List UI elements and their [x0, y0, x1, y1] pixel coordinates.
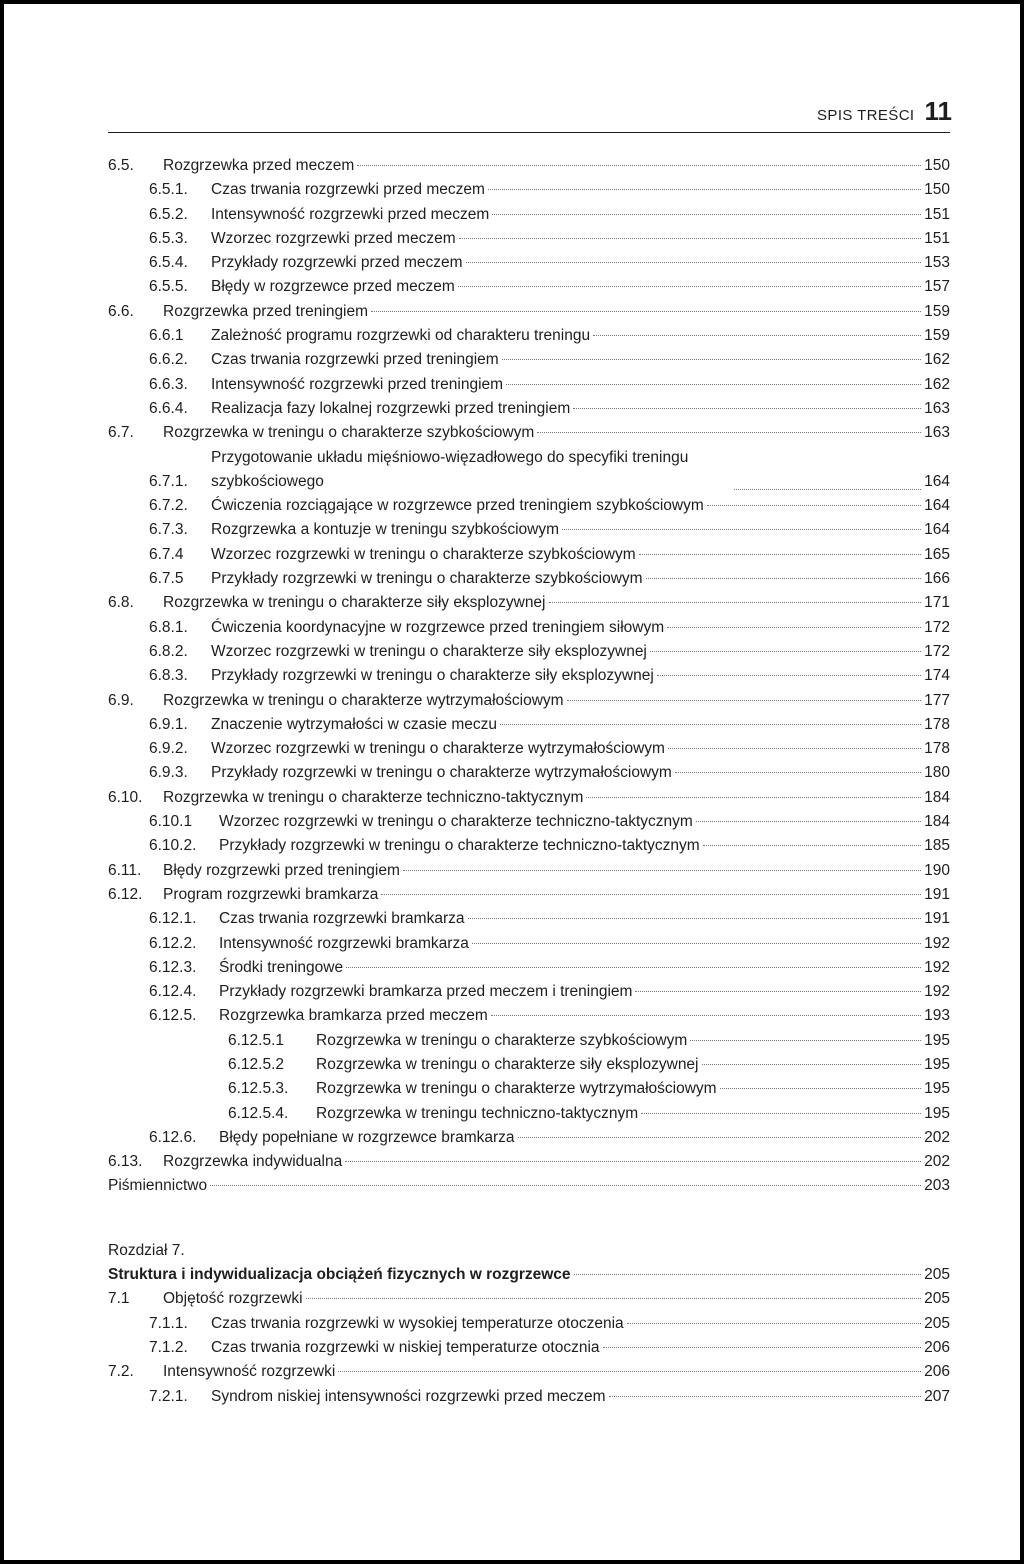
toc-entry[interactable] — [108, 1102, 950, 1126]
toc-entry-page: 151 — [924, 229, 950, 247]
toc-entry-page: 178 — [924, 715, 950, 733]
toc-entry-title: Przykłady rozgrzewki w treningu o charakterze siły eksplozywnej — [211, 667, 654, 685]
toc-entry-page: 192 — [924, 934, 950, 952]
toc-entry[interactable] — [108, 227, 950, 251]
toc-entry[interactable] — [108, 1385, 950, 1409]
toc-entry-title: Wzorzec rozgrzewki w treningu o charakterze wytrzymałościowym — [211, 740, 665, 758]
toc-entry-title: Wzorzec rozgrzewki przed meczem — [211, 229, 456, 247]
toc-entry-title: Program rozgrzewki bramkarza — [163, 885, 379, 903]
toc-entry-title: Ćwiczenia koordynacyjne w rozgrzewce przed treningiem siłowym — [211, 618, 665, 636]
toc-entry[interactable] — [108, 446, 950, 495]
toc-entry-number: 6.5.2. — [149, 205, 188, 223]
toc-entry[interactable] — [108, 421, 950, 445]
toc-entry-page: 206 — [924, 1363, 950, 1381]
toc-entry-page: 203 — [924, 1177, 950, 1195]
toc-entry[interactable] — [108, 567, 950, 591]
toc-entry-page: 171 — [924, 594, 950, 612]
toc-entry-number: 6.12.2. — [149, 934, 197, 952]
leader-dots — [466, 262, 922, 263]
toc-entry[interactable] — [108, 251, 950, 275]
toc-entry-title: Czas trwania rozgrzewki bramkarza — [219, 910, 465, 928]
toc-entry-number: 6.5.3. — [149, 229, 188, 247]
toc-entry[interactable] — [108, 1029, 950, 1053]
toc-entry[interactable] — [108, 373, 950, 397]
toc-entry-page: 207 — [924, 1387, 950, 1405]
toc-entry-page: 163 — [924, 424, 950, 442]
toc-entry-number: 6.9.1. — [149, 715, 188, 733]
leader-dots — [603, 1347, 922, 1348]
chapter-gap — [108, 1199, 950, 1239]
toc-entry[interactable] — [108, 348, 950, 372]
leader-dots — [502, 359, 921, 360]
leader-dots — [702, 1064, 922, 1065]
toc-entry[interactable] — [108, 494, 950, 518]
toc-entry[interactable] — [108, 761, 950, 785]
toc-entry-number: 7.2.1. — [149, 1387, 188, 1405]
toc-entry-number: 6.9. — [108, 691, 134, 709]
toc-entry-title: Czas trwania rozgrzewki w wysokiej temperaturze otoczenia — [211, 1314, 624, 1332]
leader-dots — [345, 1161, 921, 1162]
toc-entry-number: 6.12.5.2 — [228, 1055, 285, 1073]
toc-entry[interactable] — [108, 1077, 950, 1101]
toc-entry-number: 6.6. — [108, 302, 134, 320]
toc-entry-number: 6.10.2. — [149, 837, 197, 855]
toc-entry-number: 7.1 — [108, 1290, 130, 1308]
toc-list-chapter-6 — [108, 154, 950, 1199]
toc-entry-title: Ćwiczenia rozciągające w rozgrzewce przed treningiem szybkościowym — [211, 497, 704, 515]
toc-entry[interactable] — [108, 664, 950, 688]
toc-entry[interactable] — [108, 397, 950, 421]
toc-entry-page: 172 — [924, 642, 950, 660]
toc-entry-number: 6.12.1. — [149, 910, 197, 928]
toc-entry-page: 172 — [924, 618, 950, 636]
toc-entry[interactable] — [108, 543, 950, 567]
toc-entry-title: Znaczenie wytrzymałości w czasie meczu — [211, 715, 497, 733]
toc-entry[interactable] — [108, 1287, 950, 1311]
leader-dots — [650, 651, 921, 652]
toc-entry-page: 202 — [924, 1128, 950, 1146]
toc-entry-number: 6.9.2. — [149, 740, 188, 758]
leader-dots — [720, 1088, 922, 1089]
toc-entry-number: 6.5. — [108, 157, 134, 174]
toc-entry-page: 164 — [924, 497, 950, 515]
toc-entry[interactable] — [108, 1053, 950, 1077]
toc-entry-number: 6.8. — [108, 594, 134, 612]
leader-dots — [458, 286, 921, 287]
toc-entry-title: Rozgrzewka w treningu o charakterze techniczno-taktycznym — [163, 788, 584, 806]
toc-entry-number: 6.9.3. — [149, 764, 188, 782]
toc-entry-number: 6.8.3. — [149, 667, 188, 685]
toc-entry-title: Czas trwania rozgrzewki przed meczem — [211, 181, 485, 199]
toc-entry[interactable] — [108, 154, 950, 178]
toc-entry-page: 164 — [924, 521, 950, 539]
toc-entry-number: 6.12.5. — [149, 1007, 197, 1025]
toc-entry-number: 6.5.5. — [149, 278, 188, 296]
toc-entry-page: 180 — [924, 764, 950, 782]
toc-entry-title: Intensywność rozgrzewki — [163, 1363, 336, 1381]
toc-entry-page: 165 — [924, 545, 950, 563]
toc-entry-page: 195 — [924, 1104, 950, 1122]
toc-entry-page: 193 — [924, 1007, 950, 1025]
leader-dots — [491, 1015, 921, 1016]
toc-entry-title: Realizacja fazy lokalnej rozgrzewki przed treningiem — [211, 399, 571, 417]
toc-entry-number: 7.1.2. — [149, 1338, 188, 1356]
toc-entry-title: Intensywność rozgrzewki przed meczem — [211, 205, 490, 223]
toc-entry-title: Rozgrzewka przed treningiem — [163, 302, 369, 320]
toc-entry-number: 6.6.1 — [149, 327, 184, 345]
toc-entry-number: 6.12.5.4. — [228, 1104, 289, 1122]
toc-entry-page: 192 — [924, 983, 950, 1001]
toc-entry-page: 177 — [924, 691, 950, 709]
leader-dots — [357, 165, 921, 166]
toc-entry[interactable] — [108, 1336, 950, 1360]
leader-dots — [403, 870, 921, 871]
toc-entry-title: Wzorzec rozgrzewki w treningu o charakterze techniczno-taktycznym — [219, 813, 693, 831]
toc-entry-number: 7.1.1. — [149, 1314, 188, 1332]
toc-entry-title: Przykłady rozgrzewki w treningu o charakterze wytrzymałościowym — [211, 764, 672, 782]
leader-dots — [567, 700, 922, 701]
toc-entry-title: Zależność programu rozgrzewki od charakteru treningu — [211, 327, 591, 345]
toc-entry[interactable] — [108, 1004, 950, 1028]
toc-entry-number: 6.7.1. — [149, 472, 188, 490]
leader-dots — [518, 1137, 922, 1138]
toc-entry-page: 162 — [924, 375, 950, 393]
toc-entry-number: 6.10. — [108, 788, 143, 806]
toc-entry-page: 159 — [924, 327, 950, 345]
leader-dots — [338, 1371, 921, 1372]
leader-dots — [573, 408, 921, 409]
toc-entry-page: 159 — [924, 302, 950, 320]
toc-entry[interactable] — [108, 859, 950, 883]
toc-entry-title: Rozgrzewka w treningu techniczno-taktycznym — [316, 1104, 639, 1122]
toc-entry-title: Rozgrzewka w treningu o charakterze szybkościowym — [316, 1031, 688, 1049]
leader-dots — [639, 554, 921, 555]
toc-entry[interactable] — [108, 178, 950, 202]
toc-entry-number: 6.7.4 — [149, 545, 184, 563]
header-title: SPIS TREŚCI — [817, 107, 915, 124]
toc-entry-number: 6.12. — [108, 885, 143, 903]
toc-entry-page: 205 — [924, 1290, 950, 1308]
toc-entry[interactable] — [108, 980, 950, 1004]
toc-entry[interactable] — [108, 1360, 950, 1384]
toc-entry-title: Przykłady rozgrzewki przed meczem — [211, 254, 463, 272]
toc-entry-page: 157 — [924, 278, 950, 296]
toc-entry-title: Czas trwania rozgrzewki w niskiej temperaturze otocznia — [211, 1338, 600, 1356]
leader-dots — [574, 1274, 922, 1275]
leader-dots — [657, 675, 921, 676]
toc-entry-page: 195 — [924, 1031, 950, 1049]
toc-entry-page: 151 — [924, 205, 950, 223]
leader-dots — [586, 797, 921, 798]
toc-entry-title: Błędy w rozgrzewce przed meczem — [211, 278, 455, 296]
leader-dots — [668, 748, 921, 749]
header-rule — [108, 132, 950, 133]
leader-dots — [696, 821, 921, 822]
leader-dots — [675, 772, 921, 773]
toc-entry-page: 195 — [924, 1080, 950, 1098]
toc-entry[interactable] — [108, 786, 950, 810]
toc-entry-number: 6.7.5 — [149, 570, 184, 588]
toc-entry-number: 6.6.3. — [149, 375, 188, 393]
toc-entry-page: 191 — [924, 885, 950, 903]
leader-dots — [306, 1298, 922, 1299]
toc-entry[interactable] — [108, 1150, 950, 1174]
toc-entry-title: Błędy rozgrzewki przed treningiem — [163, 861, 400, 879]
toc-entry-page: 163 — [924, 399, 950, 417]
toc-entry[interactable] — [108, 713, 950, 737]
toc-entry-title: Rozgrzewka w treningu o charakterze siły eksplozywnej — [163, 594, 546, 612]
toc-entry-page: 166 — [924, 570, 950, 588]
leader-dots — [690, 1040, 921, 1041]
leader-dots — [371, 311, 921, 312]
toc-entry-title: Rozgrzewka w treningu o charakterze szybkościowym — [163, 424, 535, 442]
toc-entry[interactable] — [108, 956, 950, 980]
leader-dots — [488, 189, 921, 190]
toc-entry-number: 6.5.4. — [149, 254, 188, 272]
toc-entry-page: 164 — [924, 472, 950, 490]
toc-entry-page: 202 — [924, 1153, 950, 1171]
toc-entry-title: Rozgrzewka w treningu o charakterze siły eksplozywnej — [316, 1055, 699, 1073]
toc-entry-page: 184 — [924, 813, 950, 831]
toc-entry-page: 150 — [924, 181, 950, 199]
toc-entry-page: 178 — [924, 740, 950, 758]
toc-entry[interactable] — [108, 883, 950, 907]
leader-dots — [641, 1113, 921, 1114]
toc-entry-number: 6.12.4. — [149, 983, 197, 1001]
leader-dots — [537, 432, 921, 433]
toc-entry-title: Przygotowanie układu mięśniowo-więzadłowego do specyfiki treningu szybkościowego — [211, 448, 689, 490]
toc-entry[interactable] — [108, 907, 950, 931]
toc-entry-title: Przykłady rozgrzewki w treningu o charakterze techniczno-taktycznym — [219, 837, 700, 855]
toc-entry[interactable] — [108, 275, 950, 299]
toc-entry-number: 6.11. — [108, 861, 142, 879]
toc-entry-number: 6.12.5.1 — [228, 1031, 285, 1049]
toc-entry-number: 6.8.2. — [149, 642, 188, 660]
leader-dots — [562, 529, 921, 530]
toc-entry-number: 6.12.5.3. — [228, 1080, 289, 1098]
toc-entry-page: 206 — [924, 1338, 950, 1356]
toc-entry[interactable] — [108, 810, 950, 834]
toc-entry-title: Rozgrzewka w treningu o charakterze wytrzymałościowym — [163, 691, 564, 709]
toc-entry-title: Piśmiennictwo — [108, 1177, 208, 1195]
toc-entry[interactable] — [108, 834, 950, 858]
toc-entry-page: 162 — [924, 351, 950, 369]
toc-entry-title: Błędy popełniane w rozgrzewce bramkarza — [219, 1128, 515, 1146]
toc-entry-page: 153 — [924, 254, 950, 272]
chapter-title: Struktura i indywidualizacja obciążeń fizycznych w rozgrzewce — [108, 1266, 571, 1284]
toc-entry-page: 205 — [924, 1314, 950, 1332]
toc-entry[interactable] — [108, 932, 950, 956]
toc-entry[interactable] — [108, 324, 950, 348]
toc-entry-title: Środki treningowe — [219, 958, 344, 976]
toc-entry-title: Wzorzec rozgrzewki w treningu o charakterze szybkościowym — [211, 545, 636, 563]
toc-entry-number: 6.5.1. — [149, 181, 188, 199]
leader-dots — [646, 578, 922, 579]
leader-dots — [667, 627, 921, 628]
toc-entry-title: Intensywność rozgrzewki bramkarza — [219, 934, 469, 952]
leader-dots — [459, 238, 922, 239]
toc-entry-title: Intensywność rozgrzewki przed treningiem — [211, 375, 504, 393]
leader-dots — [492, 214, 921, 215]
toc-entry-page: 192 — [924, 958, 950, 976]
toc-entry-title: Rozgrzewka przed meczem — [163, 157, 355, 174]
toc-entry-title: Przykłady rozgrzewki w treningu o charakterze szybkościowym — [211, 570, 643, 588]
toc-entry-title: Rozgrzewka indywidualna — [163, 1153, 343, 1171]
table-of-contents — [108, 154, 950, 1409]
toc-entry-title: Objętość rozgrzewki — [163, 1290, 303, 1308]
toc-entry-page: 174 — [924, 667, 950, 685]
leader-dots — [609, 1396, 922, 1397]
toc-entry[interactable] — [108, 737, 950, 761]
toc-entry[interactable] — [108, 1126, 950, 1150]
toc-entry-title: Rozgrzewka w treningu o charakterze wytrzymałościowym — [316, 1080, 717, 1098]
toc-entry-title: Syndrom niskiej intensywności rozgrzewki przed meczem — [211, 1387, 606, 1405]
leader-dots — [635, 991, 921, 992]
toc-entry[interactable] — [108, 591, 950, 615]
toc-entry-title: Rozgrzewka a kontuzje w treningu szybkościowym — [211, 521, 560, 539]
leader-dots — [593, 335, 921, 336]
leader-dots — [472, 943, 921, 944]
toc-entry-number: 6.13. — [108, 1153, 143, 1171]
toc-entry-title: Rozgrzewka bramkarza przed meczem — [219, 1007, 488, 1025]
chapter-title-row[interactable] — [108, 1263, 950, 1287]
toc-entry-title: Wzorzec rozgrzewki w treningu o charakterze siły eksplozywnej — [211, 642, 647, 660]
toc-entry-number: 7.2. — [108, 1363, 134, 1381]
toc-list-chapter-7 — [108, 1287, 950, 1408]
toc-entry-title: Przykłady rozgrzewki bramkarza przed meczem i treningiem — [219, 983, 633, 1001]
toc-entry-number: 6.12.6. — [149, 1128, 197, 1146]
toc-entry-page: 191 — [924, 910, 950, 928]
leader-dots — [627, 1323, 921, 1324]
leader-dots — [707, 505, 921, 506]
toc-entry-number: 6.7. — [108, 424, 134, 442]
toc-entry-number: 6.8.1. — [149, 618, 188, 636]
toc-entry-page: 195 — [924, 1055, 950, 1073]
leader-dots — [346, 967, 921, 968]
toc-entry[interactable] — [108, 1312, 950, 1336]
toc-entry[interactable] — [108, 518, 950, 542]
toc-entry-number: 6.10.1 — [149, 813, 193, 831]
leader-dots — [549, 602, 922, 603]
toc-entry-page: 190 — [924, 861, 950, 879]
leader-dots — [381, 894, 921, 895]
toc-entry-number: 6.7.2. — [149, 497, 188, 515]
toc-entry[interactable] — [108, 203, 950, 227]
toc-entry[interactable] — [108, 689, 950, 713]
toc-entry[interactable] — [108, 616, 950, 640]
toc-entry-number: 6.12.3. — [149, 958, 197, 976]
toc-entry[interactable] — [108, 300, 950, 324]
toc-entry[interactable] — [108, 1174, 950, 1198]
leader-dots — [506, 384, 921, 385]
toc-entry[interactable] — [108, 640, 950, 664]
toc-entry-number: 6.6.2. — [149, 351, 188, 369]
toc-entry-page: 184 — [924, 788, 950, 806]
toc-entry-title: Czas trwania rozgrzewki przed treningiem — [211, 351, 499, 369]
leader-dots — [500, 724, 921, 725]
leader-dots — [703, 845, 921, 846]
chapter-label: Rozdział 7. — [108, 1241, 185, 1259]
toc-entry-number: 6.6.4. — [149, 399, 188, 417]
toc-entry-number: 6.7.3. — [149, 521, 188, 539]
running-header — [817, 96, 952, 127]
leader-dots — [734, 489, 921, 490]
leader-dots — [468, 918, 922, 919]
chapter-page: 205 — [924, 1266, 950, 1284]
leader-dots — [210, 1185, 921, 1186]
header-page-number: 11 — [924, 96, 952, 126]
toc-entry-page: 150 — [924, 157, 950, 174]
toc-entry-page: 185 — [924, 837, 950, 855]
